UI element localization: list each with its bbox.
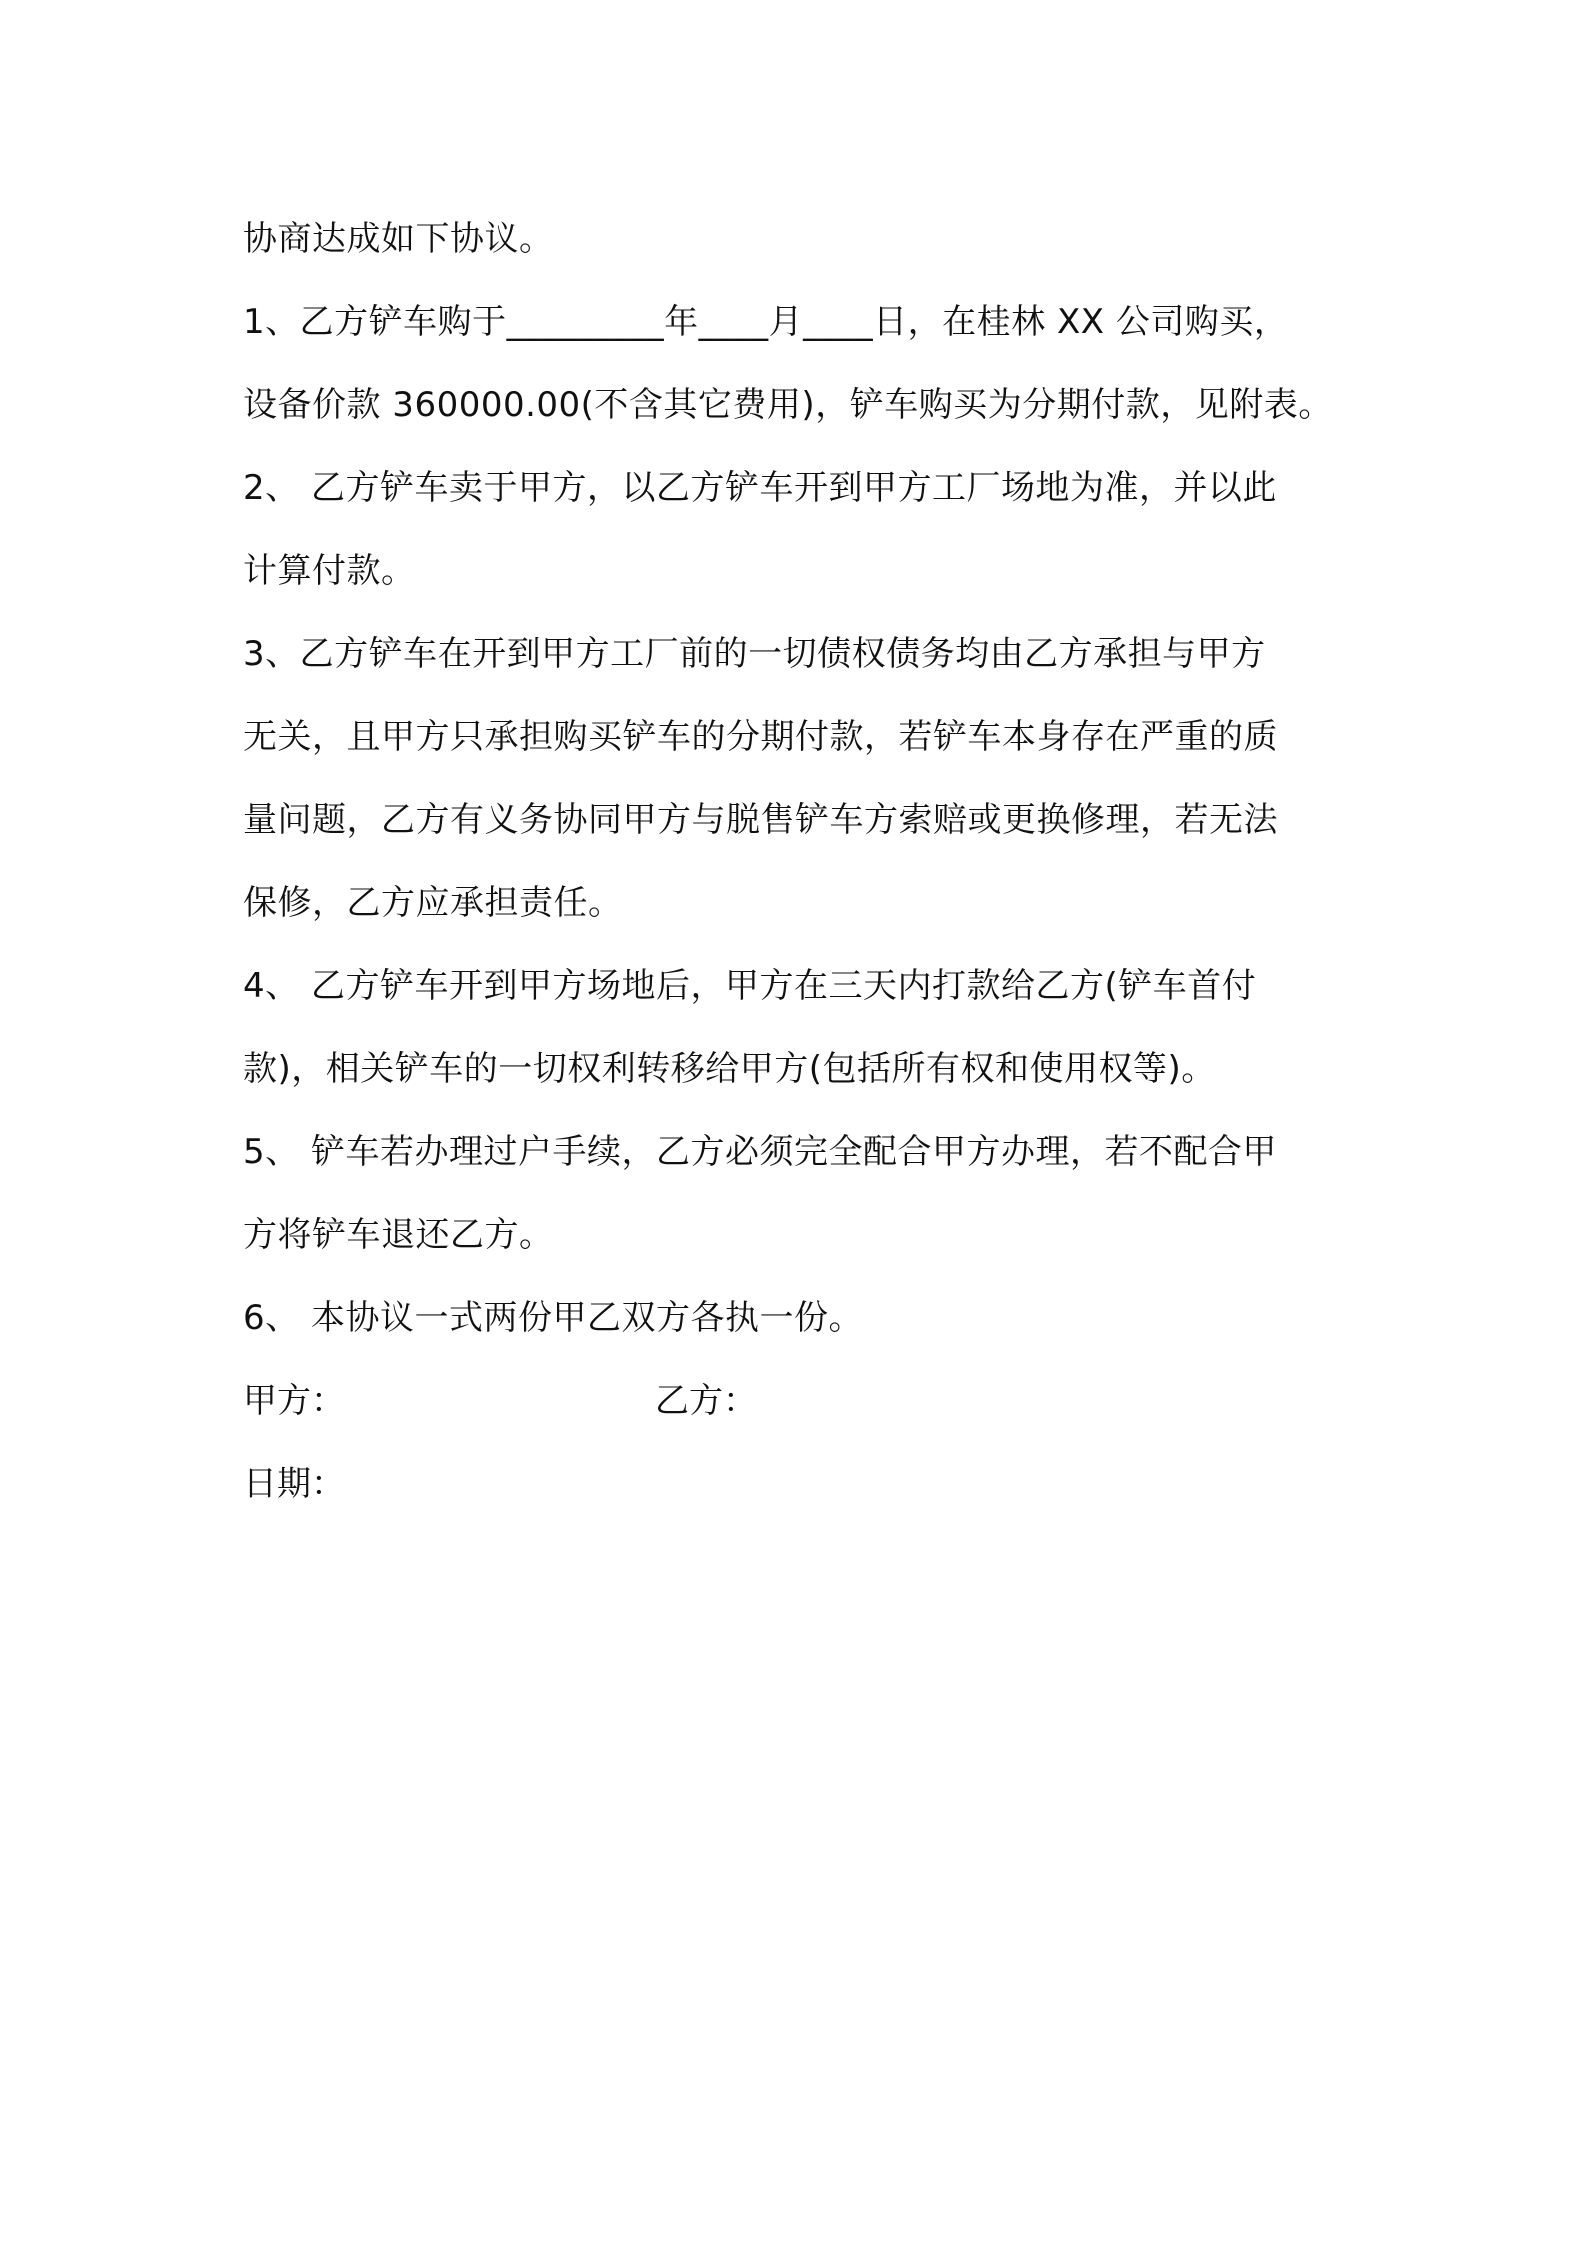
- clause-2-line-1: 2、 乙方铲车卖于甲方，以乙方铲车开到甲方工厂场地为准，并以此: [243, 468, 1277, 508]
- clause-3-line-2: 无关，且甲方只承担购买铲车的分期付款，若铲车本身存在严重的质: [243, 717, 1278, 757]
- date-row: [243, 1443, 1363, 1526]
- clause-3-line-1: 3、乙方铲车在开到甲方工厂前的一切债权债务均由乙方承担与甲方: [243, 634, 1266, 674]
- clause-5-line-2: 方将铲车退还乙方。: [243, 1215, 554, 1255]
- clause-3-line-3: 量问题，乙方有义务协同甲方与脱售铲车方索赔或更换修理，若无法: [243, 800, 1278, 840]
- agreement-body: [243, 198, 1363, 1526]
- party-a-label: 甲方：: [243, 1381, 345, 1421]
- date-label: 日期：: [243, 1464, 345, 1504]
- clause-6-line-1: 6、 本协议一式两份甲乙双方各执一份。: [243, 1298, 863, 1338]
- clause-1-line-1: 1、乙方铲车购于_________年____月____日，在桂林 XX 公司购买，: [243, 302, 1289, 342]
- clause-1-line-2: 设备价款 360000.00(不含其它费用)，铲车购买为分期付款，见附表。: [243, 385, 1333, 425]
- party-b-label: 乙方：: [655, 1381, 757, 1421]
- intro-line: 协商达成如下协议。: [243, 219, 554, 259]
- clause-4-line-2: 款)，相关铲车的一切权利转移给甲方(包括所有权和使用权等)。: [243, 1049, 1216, 1089]
- clause-5-line-1: 5、 铲车若办理过户手续，乙方必须完全配合甲方办理，若不配合甲: [243, 1132, 1277, 1172]
- clause-2-line-2: 计算付款。: [243, 551, 416, 591]
- clause-3-line-4: 保修，乙方应承担责任。: [243, 883, 623, 923]
- signature-row: [243, 1360, 1363, 1443]
- clause-4-line-1: 4、 乙方铲车开到甲方场地后，甲方在三天内打款给乙方(铲车首付: [243, 966, 1257, 1006]
